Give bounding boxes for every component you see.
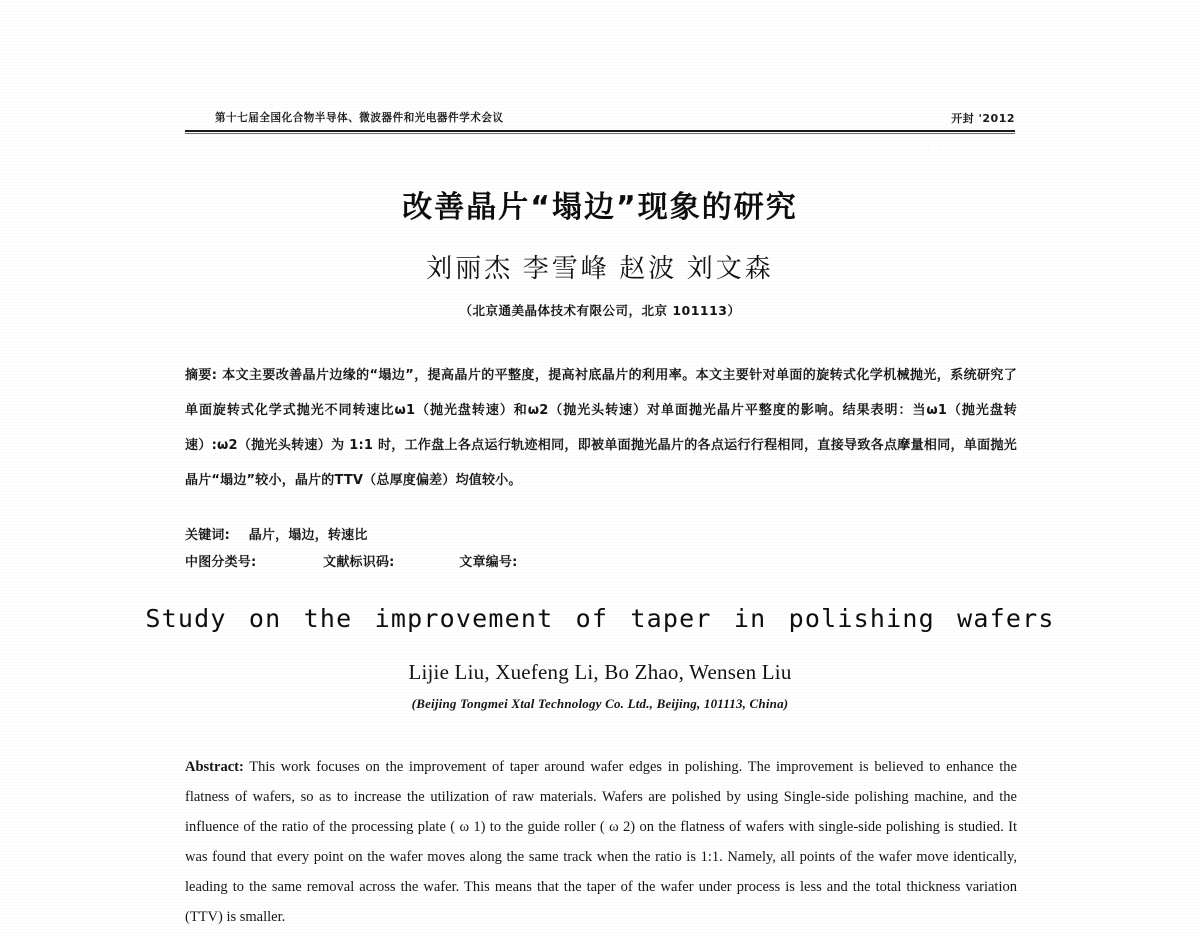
conference-name: 第十七届全国化合物半导体、微波器件和光电器件学术会议 (215, 111, 504, 125)
keywords-label-chinese: 关键词: (185, 528, 230, 543)
conference-location-year: 开封 '2012 (951, 112, 1015, 125)
keywords-chinese (185, 524, 1017, 543)
abstract-body-english: This work focuses on the improvement of taper around wafer edges in polishing. The improvement is believed to enhance the flatness of wafers, so as to increase the utilization of raw materials. Wafers are polished by using Single-side polishing machine, and the influence of the ratio of the processing plate ( ω 1) to the guide roller ( ω 2) on the flatness of wafers with single-side polishing is studied. It was found that every point on the wafer moves along the same track when the ratio is 1:1. Namely, all points of the wafer move identically, leading to the same removal across the wafer. This means that the taper of the wafer under process is less and the total thickness variation (TTV) is smaller. (185, 759, 1017, 925)
page-title-chinese: 改善晶片“塌边”现象的研究 (402, 190, 798, 225)
clc-number-label: 中图分类号: (185, 555, 257, 570)
article-id-label: 文章编号: (459, 555, 518, 570)
header-rule (185, 130, 1015, 132)
page-title-english: Study on the improvement of taper in polishing wafers (145, 604, 1055, 633)
document-code-label: 文献标识码: (323, 555, 395, 570)
abstract-body-chinese: 本文主要改善晶片边缘的“塌边”，提高晶片的平整度，提高衬底晶片的利用率。本文主要针对单面的旋转式化学机械抛光，系统研究了单面旋转式化学式抛光不同转速比ω1（抛光盘转速）和ω2（抛光头转速）对单面抛光晶片平整度的影响。结果表明：当ω1（抛光盘转速）:ω2（抛光头转速）为 1:1 时，工作盘上各点运行轨迹相同，即被单面抛光晶片的各点运行行程相同，直接导致各点摩量相同，单面抛光晶片“塌边”较小，晶片的TTV（总厚度偏差）均值较小。 (185, 368, 1017, 488)
abstract-label-english: Abstract: (185, 759, 244, 775)
abstract-chinese (185, 358, 1017, 498)
header-rule-secondary (185, 133, 1015, 134)
affiliation-english: (Beijing Tongmei Xtal Technology Co. Ltd., Beijing, 101113, China) (411, 696, 789, 711)
classification-line (185, 551, 1017, 570)
running-header (185, 110, 1015, 150)
authors-english: Lijie Liu, Xuefeng Li, Bo Zhao, Wensen Liu (408, 660, 792, 684)
authors-chinese: 刘丽杰 李雪峰 赵波 刘文森 (426, 254, 774, 283)
affiliation-chinese: （北京通美晶体技术有限公司，北京 101113） (459, 303, 741, 318)
scan-artifact-text: . . . . . . . . (857, 140, 945, 150)
keywords-body-chinese: 晶片，塌边，转速比 (248, 528, 368, 543)
abstract-english (185, 752, 1017, 932)
abstract-label-chinese: 摘要: (185, 368, 218, 383)
